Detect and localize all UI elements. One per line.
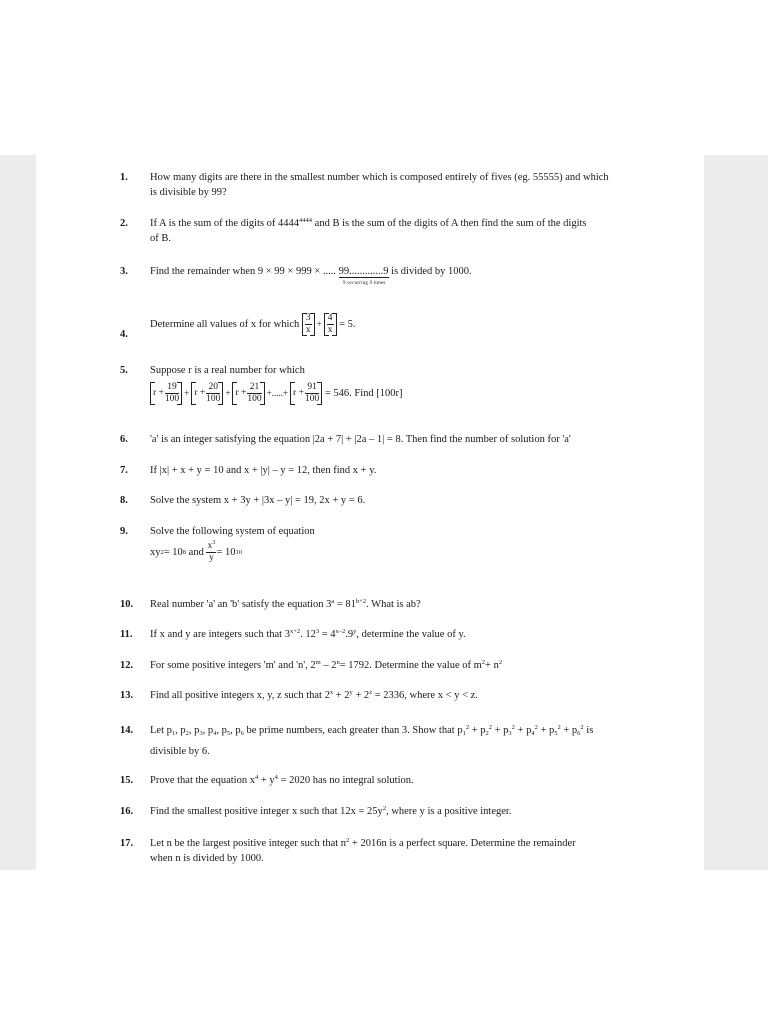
question-number: 7.	[120, 465, 128, 476]
question-text: Solve the system x + 3y + |3x – y| = 19, 2x + y = 6.	[150, 495, 366, 506]
question-text	[150, 264, 670, 291]
question-number: 11.	[120, 629, 133, 640]
question-number: 10.	[120, 599, 134, 610]
question-line: of B.	[150, 233, 171, 244]
question-text: For some positive integers 'm' and 'n', $2^m - 2^n= 1792$. Determine the value of $m^2+ n^2$	[150, 659, 503, 671]
question-number: 4.	[120, 329, 128, 340]
question-number: 5.	[120, 365, 128, 376]
floor-term: r + $\frac{19}{100}$	[150, 382, 182, 405]
question-number: 13.	[120, 690, 134, 701]
question-text	[150, 836, 670, 866]
question-number: 1.	[120, 172, 128, 183]
underbrace-note: 9 occurring 9 times	[343, 281, 386, 286]
question-number: 9.	[120, 526, 128, 537]
question-text: Real number 'a' an 'b' satisfy the equation $3^a = 81^{b+2}$. What is ab?	[150, 598, 421, 610]
floor-term: r + $\frac{20}{100}$	[191, 382, 223, 405]
question-number: 15.	[120, 775, 134, 786]
question-line: Let n be the largest positive integer such that $n^2 + 2016n$ is a perfect square. Determine the remainder	[150, 837, 576, 849]
document-page	[36, 155, 704, 870]
equation: xy 2 = 10 8 and $\frac{x^3}{y}$ = 10 10	[150, 539, 243, 563]
question-text	[150, 363, 670, 405]
question-line: divisible by 6.	[150, 746, 210, 757]
question-line: How many digits are there in the smallest number which is composed entirely of fives (eg. 55555) and which	[150, 172, 609, 183]
question-text	[150, 216, 670, 246]
question-number: 6.	[120, 434, 128, 445]
question-text	[150, 524, 670, 564]
question-number: 8.	[120, 495, 128, 506]
floor-bracket: $\frac{4}{x}$	[324, 313, 337, 336]
question-text	[150, 170, 670, 200]
floor-term: r + $\frac{91}{100}$	[290, 382, 322, 405]
question-text: Find all positive integers x, y, z such that $2^x + 2^y + 2^z = 2336$, where x < y < z.	[150, 689, 478, 701]
question-text: If |x| + x + y = 10 and x + |y| – y = 12, then find x + y.	[150, 465, 377, 476]
question-line: when n is divided by 1000.	[150, 853, 264, 864]
question-number: 2.	[120, 218, 128, 229]
question-number: 3.	[120, 266, 128, 277]
question-text	[150, 723, 670, 759]
floor-sum: r + $\frac{19}{100}$ + r + $\frac{20}{100}$ + r + $\frac{21}{100}$ +.....+ r + $\frac{91}{100}$ = 546. Find [100r]	[150, 382, 670, 405]
question-line: Suppose r is a real number for which	[150, 365, 305, 376]
question-line: Find the remainder when 9 × 99 × 999 × ..... 99.............9 is divided by 1000.	[150, 266, 472, 277]
question-number: 17.	[120, 838, 134, 849]
question-line: Let $p_1$, $p_2$, $p_3$, $p_4$, $p_5$, $p_6$ be prime numbers, each greater than 3. Show that $p_1^2 + p_2^2 + p_3^2 + p_4^2 + p_5^2 + p_6^2$ is	[150, 724, 594, 737]
question-line: is divisible by 99?	[150, 187, 227, 198]
question-text: Prove that the equation $x^4 + y^4 = 2020$ has no integral solution.	[150, 774, 414, 786]
question-number: 14.	[120, 725, 134, 736]
question-text: Determine all values of x for which $\frac{3}{x}$ + $\frac{4}{x}$ = 5.	[150, 313, 356, 335]
question-number: 12.	[120, 660, 134, 671]
question-line: If A is the sum of the digits of $4444^{4444}$ and B is the sum of the digits of A then find the sum of the digits	[150, 217, 587, 229]
question-text: 'a' is an integer satisfying the equation |2a + 7| + |2a – 1| = 8. Then find the number of solution for 'a'	[150, 434, 571, 445]
question-line: Solve the following system of equation	[150, 526, 315, 537]
floor-bracket: $\frac{3}{x}$	[302, 313, 315, 336]
floor-term: r + $\frac{21}{100}$	[232, 382, 264, 405]
question-text: If x and y are integers such that $3^{x+2}$. $12^3 = 4^{x-2}.9^y$, determine the value of y.	[150, 628, 466, 640]
question-number: 16.	[120, 806, 134, 817]
question-text: Find the smallest positive integer x such that $12x = 25y^2$, where y is a positive integer.	[150, 805, 512, 817]
